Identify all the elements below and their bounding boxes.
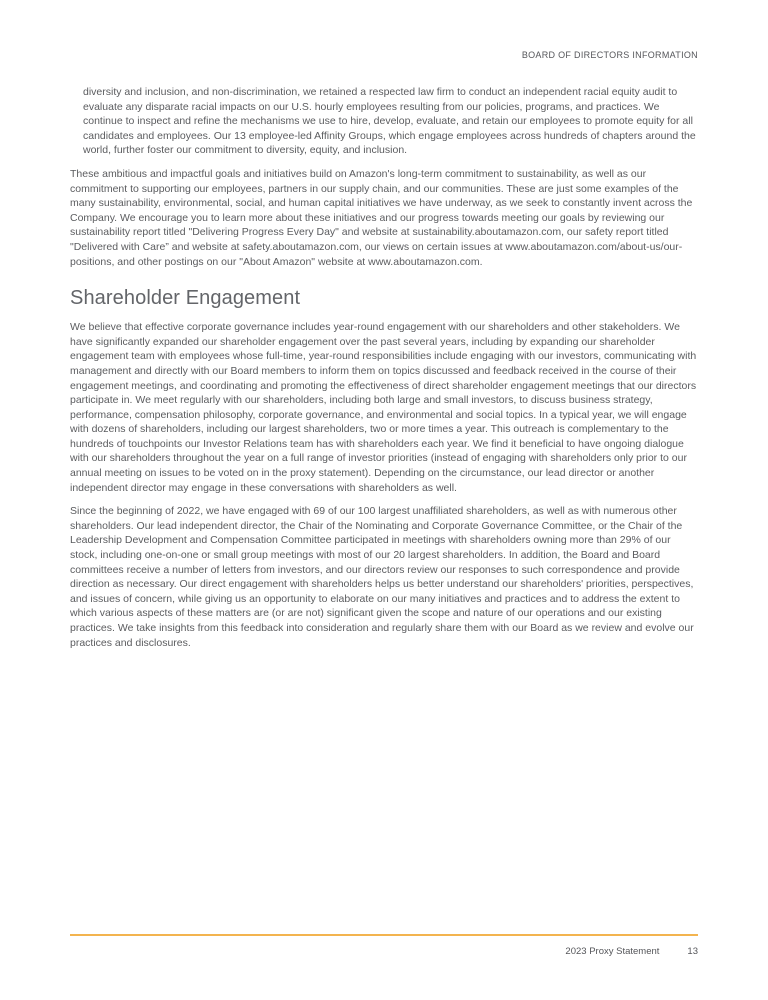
paragraph-engagement-2022: Since the beginning of 2022, we have engaged with 69 of our 100 largest unaffiliated shareholders, as well as with numerous other shareholders. Our lead independent director, the Chair of the Nominating and Corporate Governance Committee, or the Chair of the Leadership Development and Compensation Committee participated in meetings with shareholders owning more than 29% of our stock, including one-on-one or small group meetings with most of our 20 largest shareholders. In addition, the Board and Board committees receive a number of letters from investors, and our directors review our responses to such correspondence and provide direction as necessary. Our direct engagement with shareholders helps us better understand our shareholders' priorities, perspectives, and issues of concern, while giving us an opportunity to elaborate on our many initiatives and practices and to address the extent to which various aspects of these matters are (or are not) significant given the scope and nature of our operations and our existing practices. We take insights from this feedback into consideration and regularly share them with our Board as we review and evolve our practices and disclosures. [70, 505, 694, 649]
footer-document-label: 2023 Proxy Statement [565, 946, 660, 957]
paragraph-sustainability: These ambitious and impactful goals and initiatives build on Amazon's long-term commitment to sustainability, as well as our commitment to supporting our employees, partners in our supply chain, and our communities. These are just some examples of the many sustainability, environmental, social, and human capital initiatives we have underway, as we seek to constantly invent across the Company. We encourage you to learn more about these initiatives and our progress towards meeting our goals by reviewing our sustainability report titled "Delivering Progress Every Day" and website at sustainability.aboutamazon.com, our safety report titled "Delivered with Care” and website at safety.aboutamazon.com, our views on certain issues at www.aboutamazon.com/about-us/our-positions, and other postings on our "About Amazon" website at www.aboutamazon.com. [70, 167, 693, 268]
footer-page-number: 13 [687, 946, 698, 957]
footer-accent-rule [70, 934, 698, 936]
running-header-section-label: BOARD OF DIRECTORS INFORMATION [521, 50, 698, 60]
page-content [70, 85, 698, 659]
section-heading-shareholder-engagement: Shareholder Engagement [70, 287, 301, 310]
paragraph-engagement-overview: We believe that effective corporate governance includes year-round engagement with our shareholders and other stakeholders. We have significantly expanded our shareholder engagement over the past several years, including by expanding our shareholder engagement team with employees whose full-time, year-round responsibilities include engaging with our investors, communicating with management and directly with our Board members to inform them on topics discussed and feedback received in the course of their engagement meetings, and coordinating and promoting the effectiveness of direct shareholder engagement meetings that our directors participate in. We meet regularly with our shareholders, including both large and small investors, to discuss business strategy, performance, compensation philosophy, corporate governance, and environmental and social topics. In a typical year, we will engage with dozens of shareholders, including our largest shareholders, two or more times a year. This outreach is complementary to the hundreds of touchpoints our Investor Relations team has with shareholders each year. We find it beneficial to have ongoing dialogue with our shareholders throughout the year on a full range of investor priorities (instead of engaging with shareholders only prior to our annual meeting on issues to be voted on in the proxy statement). Depending on the circumstance, our lead director or another independent director may engage in these conversations with shareholders as well. [70, 321, 697, 494]
page-footer [70, 946, 698, 957]
paragraph-diversity-continuation: diversity and inclusion, and non-discrimination, we retained a respected law firm to conduct an independent racial equity audit to evaluate any disparate racial impacts on our U.S. hourly employees resulting from our policies, programs, and practices. We continue to inspect and refine the mechanisms we use to hire, develop, evaluate, and retain our employees to promote equity for all candidates and employees. Our 13 employee-led Affinity Groups, which engage employees across hundreds of chapters around the world, further foster our commitment to diversity, equity, and inclusion. [83, 86, 696, 157]
